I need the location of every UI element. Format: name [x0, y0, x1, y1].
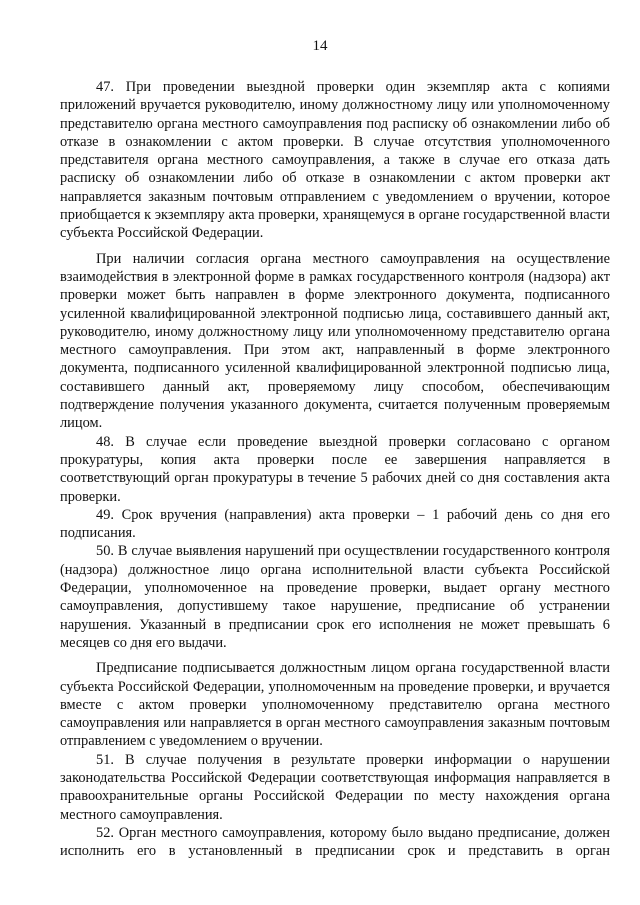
- paragraph-49: 49. Срок вручения (направления) акта проверки – 1 рабочий день со дня его подписания.: [60, 506, 610, 542]
- page-number: 14: [312, 38, 328, 54]
- paragraph-51: 51. В случае получения в результате проверки информации о нарушении законодательства Российской Федерации соответствующая информация направляется в правоохранительные органы Российской Федерации по месту нахождения органа местного самоуправления.: [60, 751, 610, 823]
- paragraph-50: 50. В случае выявления нарушений при осуществлении государственного контроля (надзора) должностное лицо органа исполнительной власти субъекта Российской Федерации, уполномоченное на проведение проверки, выдает органу местного самоуправления, допустившему такое нарушение, предписание об устранении нарушения. Указанный в предписании срок его исполнения не может превышать 6 месяцев со дня его выдачи.: [60, 543, 610, 651]
- paragraph-52: 52. Орган местного самоуправления, которому было выдано предписание, должен исполнить его в установленный в предписании срок и представить в орган: [60, 824, 610, 860]
- document-body: [60, 78, 610, 860]
- paragraph-48: 48. В случае если проведение выездной проверки согласовано с органом прокуратуры, копия акта проверки после ее завершения направляется в соответствующий орган прокуратуры в течение 5 рабочих дней со дня составления акта проверки.: [60, 433, 610, 505]
- paragraph-electronic-act: При наличии согласия органа местного самоуправления на осуществление взаимодействия в электронной форме в рамках государственного контроля (надзора) акт проверки может быть направлен в форме электронного документа, подписанного усиленной квалифицированной электронной подписью лица, составившего данный акт, руководителю, иному должностному лицу или уполномоченному представителю органа местного самоуправления. При этом акт, направленный в форме электронного документа, подписанного усиленной квалифицированной электронной подписью лица, составившего данный акт, проверяемому лицу способом, обеспечивающим подтверждение получения указанного документа, считается полученным проверяемым лицом.: [60, 250, 610, 432]
- paragraph-47: 47. При проведении выездной проверки один экземпляр акта с копиями приложений вручается руководителю, иному должностному лицу или уполномоченному представителю органа местного самоуправления под расписку об ознакомлении либо об отказе в ознакомлении с актом проверки. В случае отсутствия уполномоченного представителя органа местного самоуправления, а также в случае его отказа дать расписку об ознакомлении либо об отказе в ознакомлении с актом проверки акт направляется заказным почтовым отправлением с уведомлением о вручении, которое приобщается к экземпляру акта проверки, хранящемуся в органе государственной власти субъекта Российской Федерации.: [60, 79, 610, 242]
- paragraph-prescription: Предписание подписывается должностным лицом органа государственной власти субъекта Российской Федерации, уполномоченным на проведение проверки, и вручается вместе с актом проверки уполномоченному представителю органа местного самоуправления или направляется в орган местного самоуправления заказным почтовым отправлением с уведомлением о вручении.: [60, 660, 610, 750]
